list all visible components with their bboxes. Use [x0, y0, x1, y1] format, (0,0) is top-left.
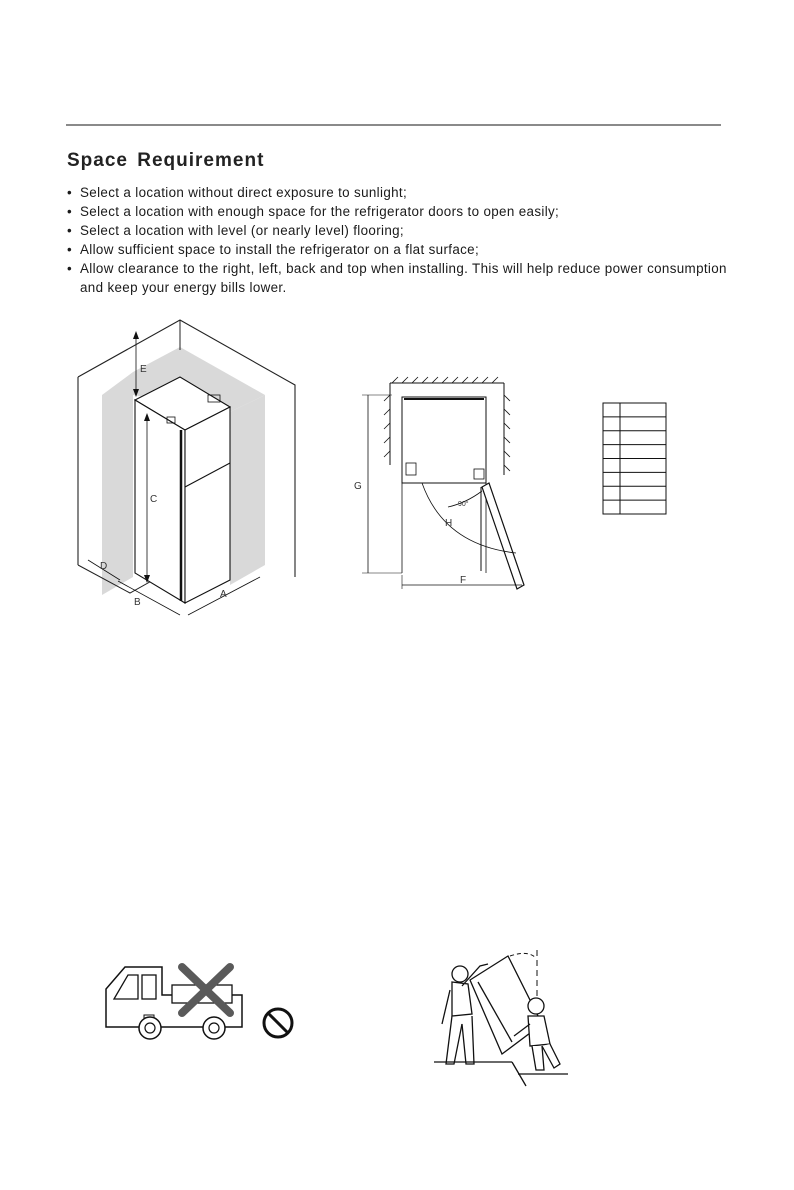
truck-transport-warning — [100, 955, 305, 1047]
label-a: A — [220, 589, 227, 600]
list-item: • Allow clearance to the right, left, back and top when installing. This will help reduce power consumption and keep your energy bills lower. — [67, 261, 727, 295]
label-f: F — [460, 575, 467, 586]
label-c: C — [150, 494, 158, 505]
left-wall-hatching — [384, 395, 390, 457]
bullet-icon: • — [67, 223, 73, 238]
dimension-table — [602, 402, 668, 516]
requirements-list — [67, 183, 727, 297]
bullet-icon: • — [67, 204, 73, 219]
label-g: G — [354, 481, 362, 492]
list-item: • Select a location with enough space for the refrigerator doors to open easily; — [67, 204, 560, 219]
header-rule — [66, 124, 721, 126]
truck-wheel-front — [139, 1017, 161, 1039]
carrying-illustration — [432, 944, 572, 1090]
page-title: Space Requirement — [67, 150, 265, 171]
label-h: H — [445, 518, 453, 529]
truck-wheel-rear — [203, 1017, 225, 1039]
label-d: D — [100, 561, 108, 572]
right-wall-hatching — [504, 395, 510, 471]
wall-hatching — [392, 377, 498, 383]
tilt-arc — [510, 953, 536, 958]
bullet-icon: • — [67, 242, 73, 257]
bullet-icon: • — [67, 261, 73, 276]
list-item: • Select a location without direct exposure to sunlight; — [67, 185, 408, 200]
angle-label: 90° — [458, 501, 469, 508]
list-item: • Select a location with level (or nearly level) flooring; — [67, 223, 405, 238]
arrow-icon — [133, 331, 139, 339]
fridge-front — [185, 407, 230, 603]
label-b: B — [134, 597, 141, 608]
open-door — [482, 483, 524, 589]
door-opening-diagram — [352, 375, 532, 590]
fridge-body — [402, 397, 486, 483]
isometric-clearance-diagram — [70, 315, 310, 625]
list-item: • Allow sufficient space to install the refrigerator on a flat surface; — [67, 242, 480, 257]
right-clearance-zone — [230, 395, 265, 585]
prohibited-icon — [264, 1009, 292, 1037]
label-e: E — [140, 364, 147, 375]
fridge-side — [135, 400, 185, 603]
bullet-icon: • — [67, 185, 73, 200]
